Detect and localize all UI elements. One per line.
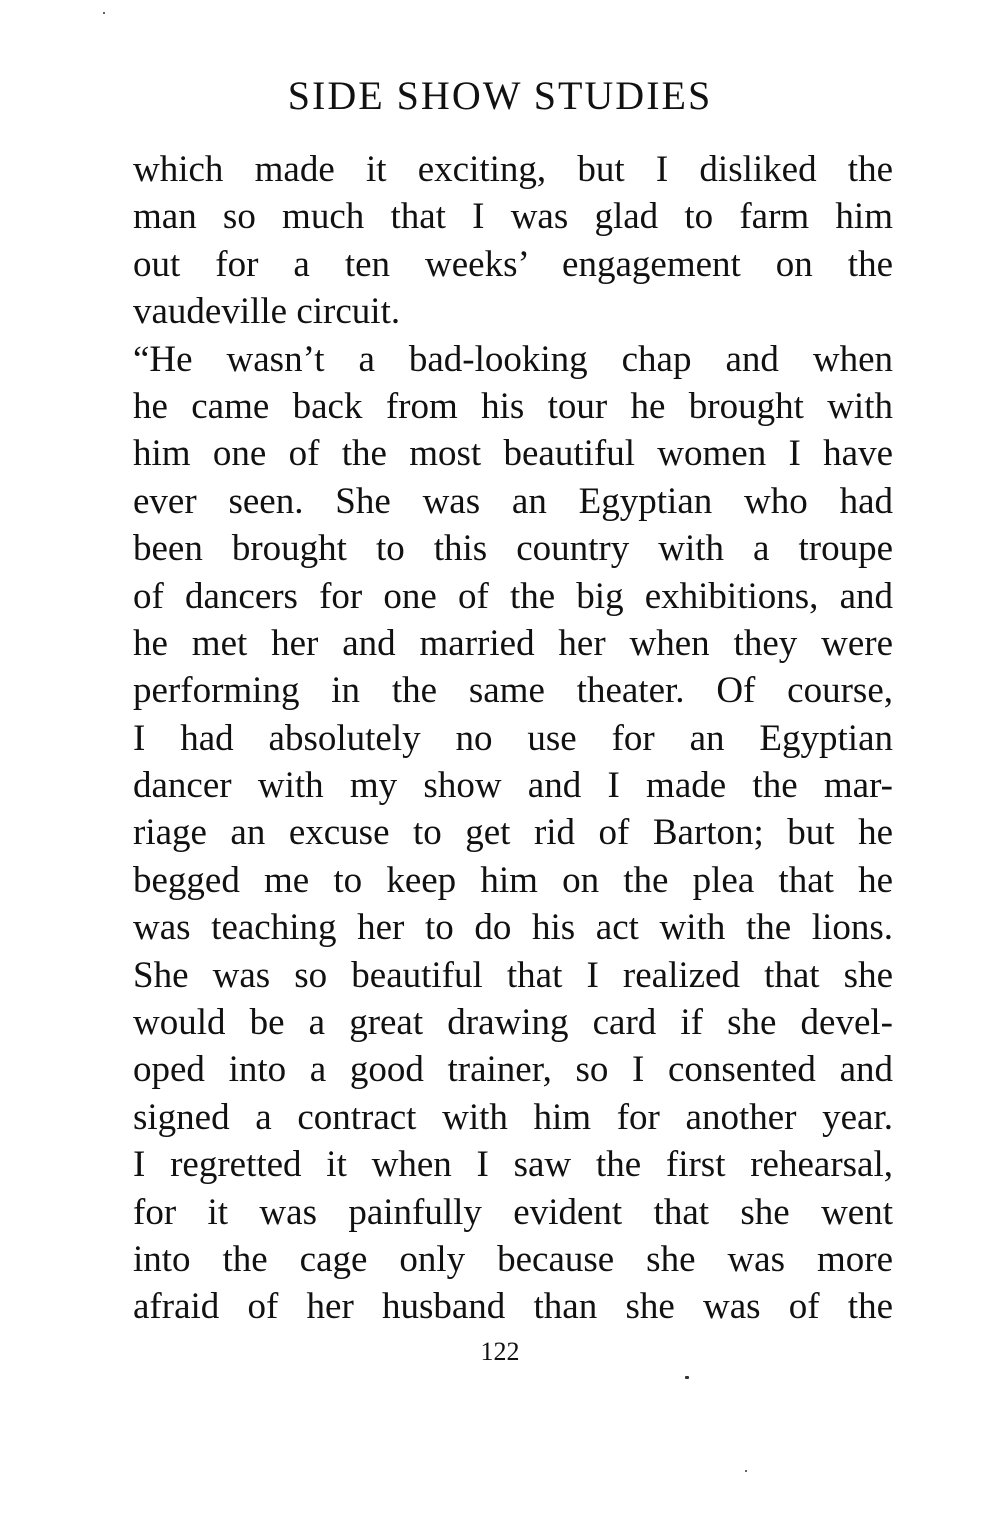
running-head: SIDE SHOW STUDIES (287, 73, 713, 118)
text-line: She was so beautiful that I realized that she (133, 954, 893, 996)
text-line: I regretted it when I saw the first rehearsal, (133, 1144, 893, 1186)
text-line: signed a contract with him for another year. (133, 1096, 893, 1138)
body-text (133, 146, 893, 1331)
text-line: been brought to this country with a troupe (133, 528, 893, 570)
text-line: for it was painfully evident that she went (133, 1191, 893, 1233)
text-line: man so much that I was glad to farm him (133, 196, 893, 238)
text-line: afraid of her husband than she was of the (133, 1286, 893, 1328)
scan-speck (745, 1470, 747, 1472)
scan-speck (103, 12, 105, 14)
text-line: of dancers for one of the big exhibitions, and (133, 575, 893, 617)
text-line: begged me to keep him on the plea that he (133, 859, 893, 901)
text-line: he met her and married her when they were (133, 622, 893, 664)
text-line: I had absolutely no use for an Egyptian (133, 717, 893, 759)
text-line: ever seen. She was an Egyptian who had (133, 480, 893, 522)
text-line: “He wasn’t a bad-looking chap and when (133, 338, 893, 380)
text-line: which made it exciting, but I disliked the (133, 149, 893, 190)
scan-speck (685, 1376, 689, 1379)
text-line: performing in the same theater. Of course, (133, 670, 893, 712)
text-line: out for a ten weeks’ engagement on the (133, 243, 893, 285)
text-line: into the cage only because she was more (133, 1238, 893, 1280)
text-line: would be a great drawing card if she devel- (133, 1002, 893, 1044)
page-number: 122 (480, 1337, 520, 1366)
text-line: vaudeville circuit. (133, 291, 401, 333)
text-line: him one of the most beautiful women I have (133, 433, 893, 475)
text-line: oped into a good trainer, so I consented and (133, 1049, 893, 1091)
text-line: riage an excuse to get rid of Barton; but he (133, 812, 893, 854)
text-line: dancer with my show and I made the mar- (133, 765, 893, 807)
text-line: he came back from his tour he brought with (133, 385, 893, 427)
text-line: was teaching her to do his act with the lions. (133, 907, 893, 949)
